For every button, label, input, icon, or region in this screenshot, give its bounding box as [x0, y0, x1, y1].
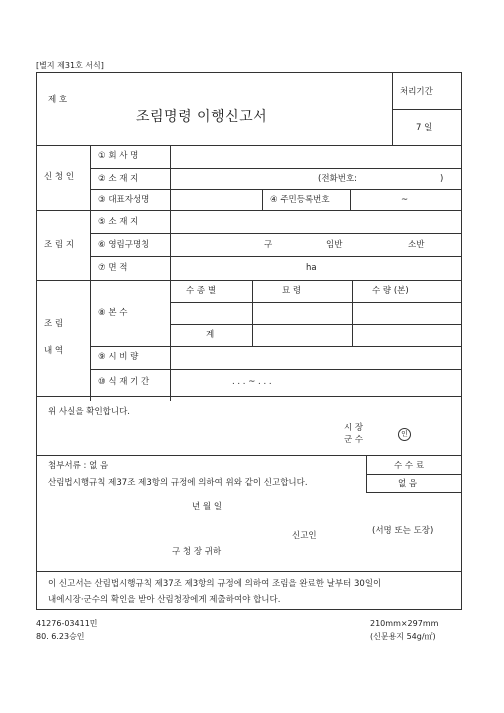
details-section-label-a: 조 림 — [44, 319, 64, 329]
company-name-field[interactable] — [171, 146, 461, 168]
form-title: 조림명령 이행신고서 — [136, 109, 268, 125]
species-column-header: 수 종 별 — [186, 286, 217, 296]
phone-close: ) — [440, 174, 444, 184]
fertilizer-label: ⑨ 시 비 량 — [98, 352, 139, 362]
representative-name-field[interactable] — [171, 190, 261, 210]
area-label: ⑦ 면 적 — [98, 263, 128, 273]
phone-label: (전화번호: — [318, 174, 358, 184]
details-section-label-b: 내 역 — [44, 346, 64, 356]
applicant-address-label: ② 소 재 지 — [98, 174, 139, 184]
seedling-count-label: ⑧ 본 수 — [98, 308, 128, 318]
county-head-label: 군 수 — [344, 435, 364, 445]
paper-type: (신문용지 54g/㎡) — [370, 632, 436, 641]
forest-gu-label: 구 — [264, 240, 273, 250]
area-unit: ha — [306, 263, 317, 273]
form-code: 41276-03411민 — [36, 619, 98, 628]
total-label: 계 — [206, 330, 215, 340]
site-address-label: ⑤ 소 재 지 — [98, 217, 139, 227]
mayor-label: 시 장 — [344, 423, 364, 433]
seal-mark: 인 — [398, 428, 411, 441]
applicant-address-field[interactable] — [171, 169, 301, 189]
report-statement: 산림법시행규칙 제37조 제3항의 규정에 의하여 위와 같이 신고합니다. — [48, 478, 308, 488]
confirm-text: 위 사실을 확인합니다. — [48, 407, 131, 417]
quantity-column-header: 수 량 (본) — [372, 286, 409, 296]
attachment-label: 첨부서류 : 없 음 — [48, 461, 109, 471]
fee-label: 수 수 료 — [394, 461, 425, 471]
signature-note: (서명 또는 도장) — [372, 526, 434, 536]
note-line-1: 이 신고서는 산림법시행규칙 제37조 제3항의 규정에 의하여 조림을 완료한 날부터 30일이 — [48, 579, 382, 589]
planting-period-label: ⑩ 식 재 기 간 — [98, 377, 150, 387]
site-section-label: 조 림 지 — [44, 240, 75, 250]
company-name-label: ① 회 사 명 — [98, 151, 139, 161]
resident-id-separator: ~ — [401, 195, 409, 205]
applicant-section-label: 신 청 인 — [44, 172, 75, 182]
addressee: 구 청 장 귀하 — [172, 547, 222, 557]
forest-imban-label: 임반 — [326, 240, 343, 250]
representative-name-label: ③ 대표자성명 — [98, 195, 150, 205]
form-label: [별지 제31호 서식] — [36, 61, 104, 70]
planting-period-value: . . . ~ . . . — [232, 377, 272, 387]
form-number-label: 제 호 — [48, 95, 68, 105]
report-date: 년 월 일 — [192, 502, 223, 512]
fee-value: 없 음 — [398, 479, 418, 489]
note-line-2: 내에시장·군수의 확인을 받아 산림청장에게 제출하여야 합니다. — [48, 595, 281, 605]
reporter-label: 신고인 — [292, 531, 317, 541]
processing-period-value: 7 일 — [416, 123, 433, 133]
forest-district-label: ⑥ 영림구명칭 — [98, 240, 150, 250]
paper-size: 210mm×297mm — [370, 619, 439, 628]
site-address-field[interactable] — [171, 211, 461, 233]
forest-soban-label: 소반 — [408, 240, 425, 250]
seedling-age-column-header: 묘 령 — [282, 286, 302, 296]
approval-date: 80. 6.23승인 — [36, 632, 85, 641]
resident-id-label: ④ 주민등록번호 — [270, 195, 330, 205]
processing-period-label: 처리기간 — [400, 87, 433, 97]
